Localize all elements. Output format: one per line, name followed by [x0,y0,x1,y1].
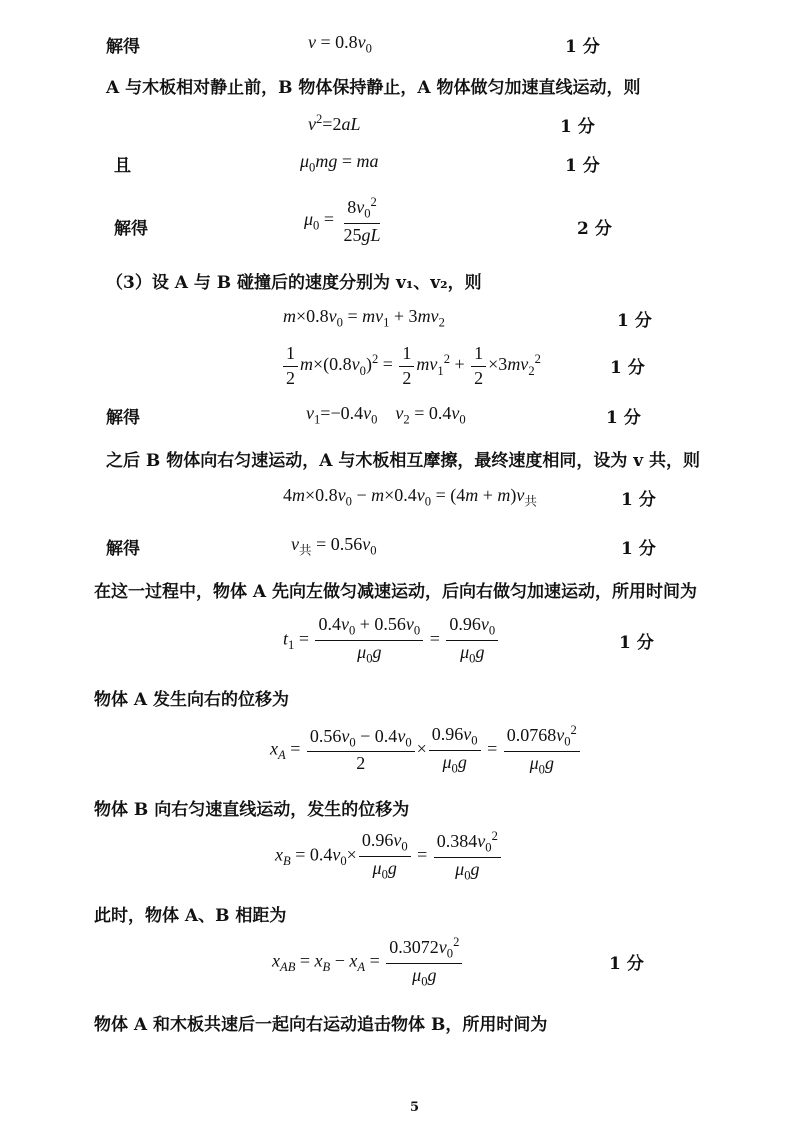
equation-energy: $\frac{1}{2}$ $m\times(0.8v_0)^2$ = $\frac{1}{2}$ $mv_1^2$ + $\frac{1}{2}$ $\times 3mv_2^2$ [281,343,541,389]
score: 1 分 [610,358,645,378]
solve-label: 解得 [106,539,140,559]
and-label: 且 [114,156,131,176]
equation-v2-2aL: $v^2=2aL$ [308,112,361,134]
equation-momentum: $m\times 0.8v_0 = mv_1 + 3mv_2$ [283,306,445,330]
score: 1 分 [617,311,652,331]
equation-mu0mg-ma: $\mu_0mg$ = ma [300,151,379,175]
page-number: 5 [410,1100,420,1115]
paragraph-text: 物体 B 向右匀速直线运动，发生的位移为 [94,800,410,820]
score: 1 分 [565,156,600,176]
solve-label: 解得 [106,408,140,428]
paragraph-text: 在这一过程中，物体 A 先向左做匀减速运动，后向右做匀加速运动，所用时间为 [94,582,698,602]
score: 1 分 [621,490,656,510]
score: 1 分 [609,954,644,974]
equation-xB: $x_B = 0.4v_0\times$ $\frac{0.96v_0}{\mu_0g}$ = $\frac{0.384v_0^2}{\mu_0g}$ [275,829,503,883]
paragraph-text: 物体 A 和木板共速后一起向右运动追击物体 B，所用时间为 [94,1015,548,1035]
score: 1 分 [619,633,654,653]
equation-v-common: $v_共 = 0.56v_0$ [291,534,377,558]
paragraph-text: 之后 B 物体向右匀速运动，A 与木板相互摩擦，最终速度相同，设为 v 共，则 [106,451,701,471]
paragraph-text: A 与木板相对静止前，B 物体保持静止，A 物体做匀加速直线运动，则 [106,78,641,98]
equation-mu0-result: $\mu_0$ = $\frac{8v_0^2}{25gL}$ [304,195,381,245]
equation-xAB: $x_{AB} = x_B - x_A$ = $\frac{0.3072v_0^2}{\mu_0g}$ [272,935,464,989]
score: 1 分 [621,539,656,559]
paragraph-text: 物体 A 发生向右的位移为 [94,690,290,710]
equation-v1-v2: $v_1=-0.4v_0$ $v_2 = 0.4v_0$ [306,403,466,427]
score: 1 分 [560,117,595,137]
score: 2 分 [577,219,612,239]
equation-common-momentum: $4m\times 0.8v_0 - m\times 0.4v_0 = (4m + m)v_共$ [283,485,537,509]
equation-t1: $t_1$ = $\frac{0.4v_0 + 0.56v_0}{\mu_0g}$ = $\frac{0.96v_0}{\mu_0g}$ [283,614,500,666]
solve-label: 解得 [114,219,148,239]
score: 1 分 [565,37,600,57]
score: 1 分 [606,408,641,428]
equation-xA: $x_A$ = $\frac{0.56v_0 - 0.4v_0}{2}$ × $\frac{0.96v_0}{\mu_0g}$ = $\frac{0.0768v_0^2}{\mu_0g}$ [270,723,582,777]
paragraph-text: 此时，物体 A、B 相距为 [94,906,287,926]
solve-label: 解得 [106,37,140,57]
equation-v-08v0: $v = 0.8v_0$ [308,32,372,56]
paragraph-text: （3）设 A 与 B 碰撞后的速度分别为 v₁、v₂，则 [106,273,482,293]
